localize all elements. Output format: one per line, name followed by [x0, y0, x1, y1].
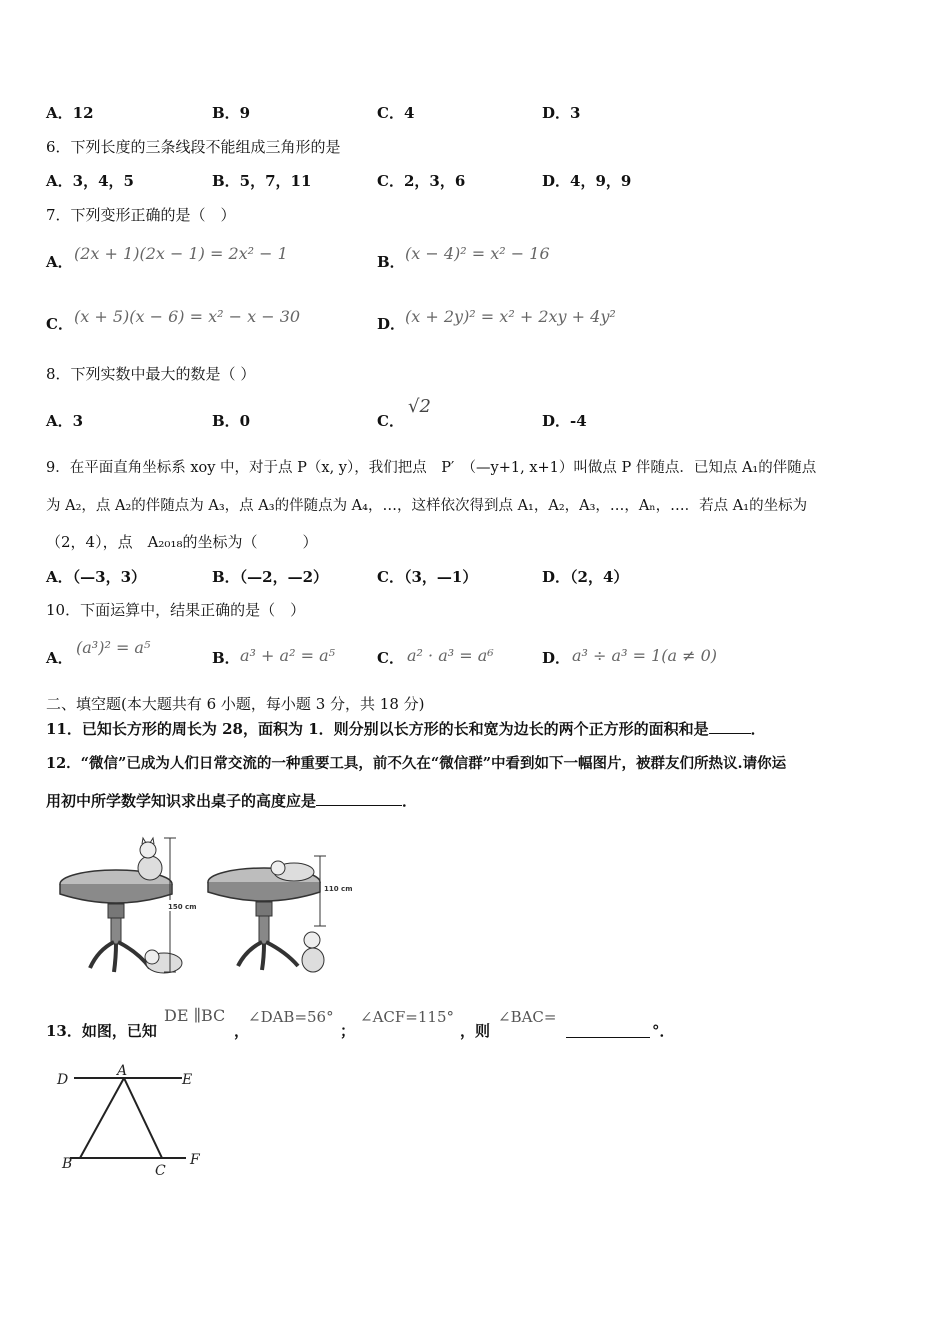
q13-cond3: ∠ACF=115°: [360, 1008, 454, 1026]
q13-sep3: ，则: [460, 1022, 491, 1040]
q10-option-d-label: D．: [542, 649, 571, 667]
q13-answer-blank[interactable]: [566, 1020, 650, 1038]
q9-line1: 9．在平面直角坐标系 xoy 中，对于点 P（x, y），我们把点 P′ （—y+1, x+1）叫做点 P 伴随点．已知点 A₁的伴随点: [46, 460, 817, 476]
q11-end: ．: [750, 720, 766, 738]
right-height-label: 110 cm: [324, 885, 353, 893]
q10-option-d-expr: a³ ÷ a³ = 1(a ≠ 0): [572, 646, 718, 665]
q8-option-d: D．-4: [542, 412, 587, 430]
q8-option-c-expr: √2: [408, 396, 431, 417]
section-2-heading: 二、填空题(本大题共有 6 小题，每小题 3 分，共 18 分): [46, 695, 425, 713]
right-cat-bottom: [302, 932, 324, 972]
q5-option-c: C．4: [377, 104, 415, 122]
q11-answer-blank[interactable]: [709, 733, 751, 734]
left-cat-bottom: [145, 950, 182, 973]
label-d: D: [57, 1072, 69, 1088]
table-height-picture: [58, 832, 364, 980]
q5-option-b: B．9: [212, 104, 251, 122]
q10-option-b-expr: a³ + a² = a⁵: [240, 646, 336, 665]
q10-option-c-label: C．: [377, 649, 404, 667]
label-a: A: [117, 1064, 128, 1079]
q7-option-b-expr: (x − 4)² = x² − 16: [405, 244, 550, 263]
q10-option-c-expr: a² · a³ = a⁶: [407, 646, 494, 665]
q11-stem: 11．已知长方形的周长为 28，面积为 1．则分别以长方形的长和宽为边长的两个正方形的面积和是: [46, 720, 709, 738]
q12-line1: 12．“微信”已成为人们日常交流的一种重要工具，前不久在“微信群”中看到如下一幅图片，被群友们所热议.请你运: [46, 755, 787, 772]
q13-cond2: ∠DAB=56°: [248, 1008, 334, 1026]
q13-prefix: 13．如图，已知: [46, 1022, 157, 1040]
q6-option-d: D．4，9，9: [542, 172, 632, 190]
q7-option-d-label: D．: [377, 315, 406, 333]
q13-sep1: ，: [234, 1022, 250, 1040]
q10-stem: 10．下面运算中，结果正确的是（ ）: [46, 601, 306, 619]
q9-option-b: B．（—2，—2）: [212, 568, 329, 586]
q6-option-c: C．2，3，6: [377, 172, 466, 190]
label-e: E: [182, 1072, 193, 1088]
left-height-label: 150 cm: [168, 903, 197, 911]
q8-stem: 8．下列实数中最大的数是（ ）: [46, 365, 256, 383]
q13-cond1: DE ∥BC: [164, 1006, 226, 1025]
q8-option-a: A．3: [46, 412, 84, 430]
q13-sep2: ；: [340, 1022, 356, 1040]
triangle-figure: [54, 1064, 214, 1180]
label-b: B: [62, 1156, 73, 1172]
q7-stem: 7．下列变形正确的是（ ）: [46, 206, 236, 224]
q7-option-b-label: B．: [377, 253, 405, 271]
q9-line3: （2，4），点 A₂₀₁₈的坐标为（ ）: [46, 533, 318, 551]
q6-option-b: B．5，7，11: [212, 172, 312, 190]
q7-option-a-expr: (2x + 1)(2x − 1) = 2x² − 1: [74, 244, 288, 263]
q10-option-a-label: A．: [46, 649, 73, 667]
q13-line: [46, 1004, 746, 1044]
q9-option-a: A．（—3，3）: [46, 568, 147, 586]
q6-stem: 6．下列长度的三条线段不能组成三角形的是: [46, 138, 341, 156]
q9-option-c: C．（3，—1）: [377, 568, 478, 586]
left-cat-top: [138, 838, 162, 880]
q13-cond4: ∠BAC=: [498, 1008, 557, 1026]
q13-end: °．: [652, 1022, 675, 1040]
q12-answer-blank[interactable]: [316, 805, 402, 806]
q7-option-c-expr: (x + 5)(x − 6) = x² − x − 30: [74, 307, 301, 326]
q7-option-d-expr: (x + 2y)² = x² + 2xy + 4y²: [405, 307, 616, 326]
q10-option-b-label: B．: [212, 649, 240, 667]
q11-text: [46, 718, 766, 739]
segment-ab: [80, 1078, 124, 1158]
q12-line2: 用初中所学数学知识求出桌子的高度应是: [46, 792, 317, 810]
q7-option-c-label: C．: [46, 315, 73, 333]
label-c: C: [155, 1163, 166, 1179]
left-table-illustration: [60, 838, 204, 973]
q10-option-a-expr: (a³)² = a⁵: [76, 638, 151, 657]
q12-end: ．: [402, 792, 418, 810]
q7-option-a-label: A．: [46, 253, 73, 271]
q8-option-c-label: C．: [377, 412, 404, 430]
q6-option-a: A．3，4，5: [46, 172, 134, 190]
q9-option-d: D．（2，4）: [542, 568, 629, 586]
label-f: F: [190, 1152, 200, 1168]
q8-option-b: B．0: [212, 412, 251, 430]
q5-option-d: D．3: [542, 104, 581, 122]
right-table-illustration: [208, 856, 353, 972]
segment-ac: [124, 1078, 162, 1158]
q12-line2-wrap: [46, 790, 417, 811]
q5-option-a: A．12: [46, 104, 94, 122]
q9-line2: 为 A₂，点 A₂的伴随点为 A₃，点 A₃的伴随点为 A₄，…，这样依次得到点 A₁，A₂，A₃，…，Aₙ，…．若点 A₁的坐标为: [46, 498, 808, 514]
